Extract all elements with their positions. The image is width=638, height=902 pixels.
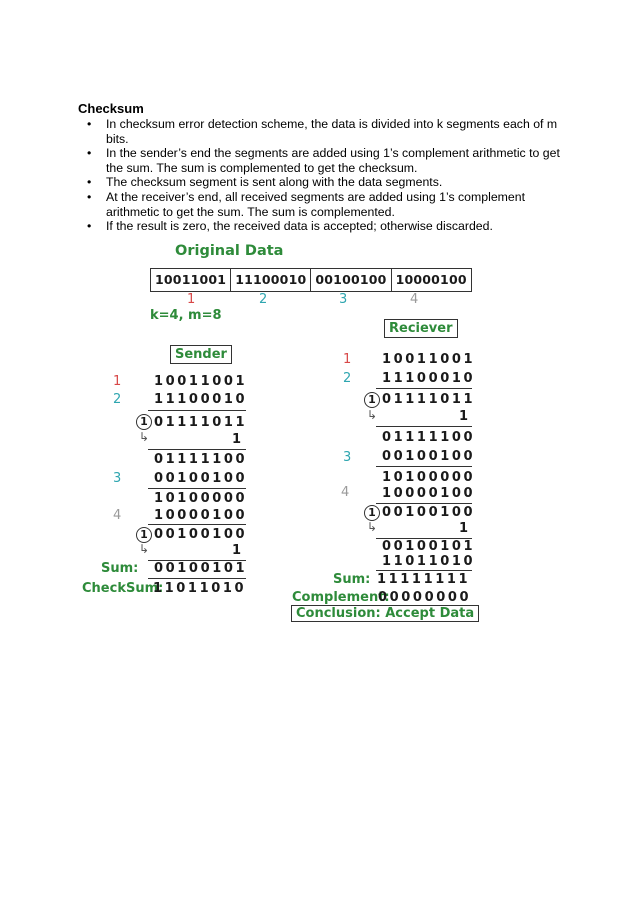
checksum-value: 11011010 [153, 581, 247, 596]
sum-rule [148, 488, 246, 489]
complement-label: Complement: [292, 590, 390, 605]
sender-label: Sender [170, 345, 232, 364]
conclusion-box: Conclusion: Accept Data [291, 605, 479, 622]
segment-number: 3 [113, 471, 122, 486]
receiver-segment-4: 10000100 [382, 486, 476, 501]
bullet-item: • In checksum error detection scheme, the data is divided into k segments each of m bits. [84, 117, 564, 146]
carry-bit: 1 [136, 527, 152, 543]
receiver-segment-2: 11100010 [382, 371, 476, 386]
sum-rule [376, 388, 472, 389]
sum-rule [376, 466, 472, 467]
sum-rule [148, 449, 246, 450]
receiver-wrap-bit: 1 [459, 409, 471, 424]
sender-sum-label: Sum: [101, 561, 139, 576]
sender-wrap-bit: 1 [232, 432, 244, 447]
receiver-wrap-bit: 1 [459, 521, 471, 536]
receiver-partial-sum-1: 01111011 [382, 392, 476, 407]
receiver-result-1: 01111100 [382, 430, 476, 445]
sum-rule [376, 570, 472, 571]
segment-cell: 10000100 [395, 272, 467, 287]
wrap-arrow-icon: ↳ [139, 430, 150, 444]
sender-wrap-bit: 1 [232, 543, 244, 558]
receiver-sum-label: Sum: [333, 572, 371, 587]
receiver-checksum-segment: 11011010 [382, 554, 476, 569]
receiver-result-2: 10100000 [382, 470, 476, 485]
segment-number: 2 [343, 371, 352, 386]
complement-value: 00000000 [378, 590, 472, 605]
sum-rule [376, 503, 472, 504]
segment-number: 1 [343, 352, 352, 367]
segment-number: 3 [339, 292, 348, 307]
checksum-label: CheckSum: [82, 581, 164, 596]
sender-partial-sum-1: 01111011 [154, 415, 248, 430]
receiver-label: Reciever [384, 319, 458, 338]
wrap-arrow-icon: ↳ [367, 520, 378, 534]
sum-rule [148, 578, 246, 579]
segment-number: 2 [259, 292, 268, 307]
parameters-label: k=4, m=8 [150, 308, 222, 323]
document-title: Checksum [78, 101, 144, 116]
original-data-heading: Original Data [175, 243, 284, 259]
carry-bit: 1 [136, 414, 152, 430]
segment-number: 2 [113, 392, 122, 407]
segment-number: 4 [113, 508, 122, 523]
sender-segment-3: 00100100 [154, 471, 248, 486]
receiver-partial-sum-3: 00100100 [382, 505, 476, 520]
sender-result-1: 01111100 [154, 452, 248, 467]
sender-sum-value: 00100101 [154, 561, 248, 576]
segment-number: 4 [341, 485, 350, 500]
sender-segment-1: 10011001 [154, 374, 248, 389]
bullet-item: • If the result is zero, the received data is accepted; otherwise discarded. [84, 219, 564, 234]
segment-number: 1 [187, 292, 196, 307]
sender-segment-2: 11100010 [154, 392, 248, 407]
segment-cell: 10011001 [151, 269, 231, 291]
bullet-item: • In the sender’s end the segments are added using 1’s complement arithmetic to get the sum. The sum is complemented to get the checksum. [84, 146, 564, 175]
segment-cell: 00100100 [311, 269, 391, 291]
wrap-arrow-icon: ↳ [367, 408, 378, 422]
sender-partial-sum-3: 00100100 [154, 527, 248, 542]
receiver-result-3: 00100101 [382, 539, 476, 554]
receiver-sum-value: 11111111 [377, 572, 471, 587]
sender-result-2: 10100000 [154, 491, 248, 506]
sum-rule [148, 524, 246, 525]
sum-rule [376, 426, 472, 427]
segment-number: 1 [113, 374, 122, 389]
original-data-segments [150, 268, 472, 292]
segment-cell: 11100010 [231, 269, 311, 291]
carry-bit: 1 [364, 392, 380, 408]
receiver-segment-1: 10011001 [382, 352, 476, 367]
wrap-arrow-icon: ↳ [139, 542, 150, 556]
carry-bit: 1 [364, 505, 380, 521]
bullet-item: • The checksum segment is sent along with the data segments. [84, 175, 564, 190]
bullet-item: • At the receiver’s end, all received segments are added using 1’s complement arithmetic to get the sum. The sum is complemented. [84, 190, 564, 219]
sum-rule [148, 410, 246, 411]
sender-segment-4: 10000100 [154, 508, 248, 523]
receiver-segment-3: 00100100 [382, 449, 476, 464]
segment-number: 4 [410, 292, 419, 307]
segment-number: 3 [343, 450, 352, 465]
